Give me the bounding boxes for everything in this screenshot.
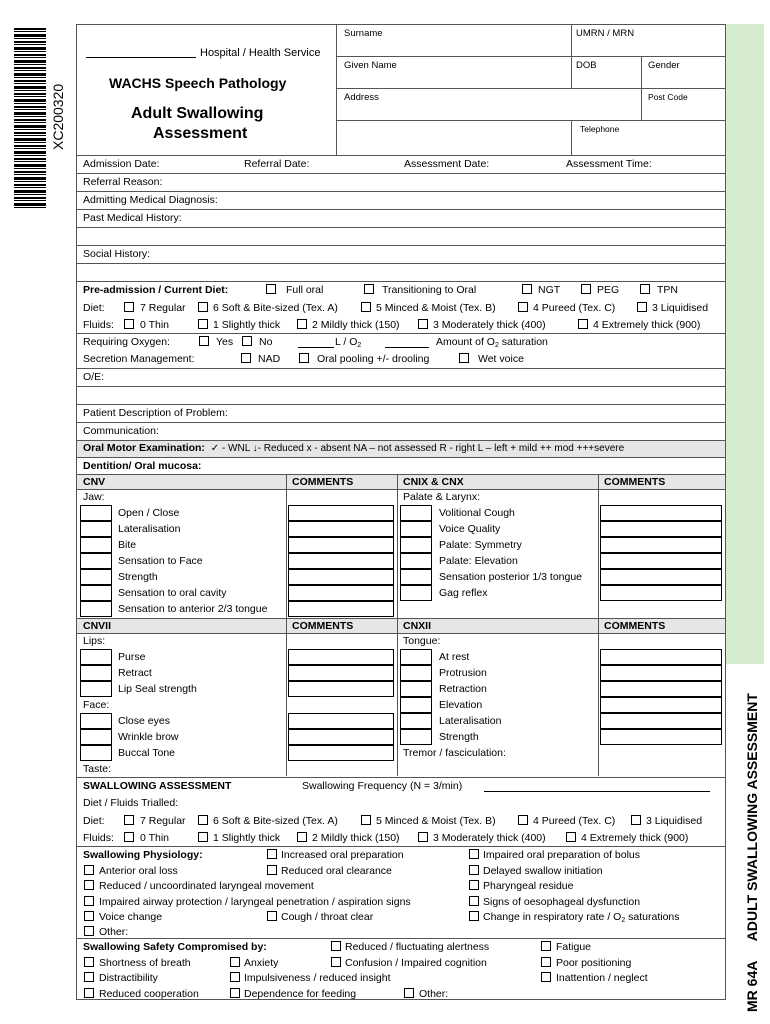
dentition-label[interactable]: Dentition/ Oral mucosa: bbox=[83, 460, 202, 472]
referral-reason[interactable]: Referral Reason: bbox=[83, 176, 163, 188]
cn-comment-box-right[interactable] bbox=[600, 553, 722, 569]
nad-checkbox[interactable] bbox=[241, 353, 251, 363]
hospital-label: Hospital / Health Service bbox=[200, 47, 321, 59]
diet-regular-checkbox[interactable] bbox=[124, 302, 134, 312]
cn-comment-box-right[interactable] bbox=[600, 521, 722, 537]
trial-diet-liquidised-checkbox[interactable] bbox=[631, 815, 641, 825]
dependence-checkbox[interactable] bbox=[230, 988, 240, 998]
inattention-label: Inattention / neglect bbox=[556, 972, 648, 984]
cnv-score-box[interactable] bbox=[80, 745, 112, 761]
confusion-label: Confusion / Impaired cognition bbox=[345, 957, 487, 969]
communication[interactable]: Communication: bbox=[83, 425, 159, 437]
side-form-label bbox=[744, 652, 760, 1012]
inattention-checkbox[interactable] bbox=[541, 972, 551, 982]
cn-comment-box[interactable] bbox=[288, 649, 394, 665]
cn-comment-box[interactable] bbox=[288, 569, 394, 585]
cnvii-header: CNVII bbox=[83, 620, 112, 632]
wet-voice-label: Wet voice bbox=[478, 353, 524, 365]
oe-field[interactable]: O/E: bbox=[83, 371, 105, 383]
impaired-airway-checkbox[interactable] bbox=[84, 896, 94, 906]
diet-pureed-checkbox[interactable] bbox=[518, 302, 528, 312]
anterior-loss-label: Anterior oral loss bbox=[99, 865, 178, 877]
taste-label: Taste: bbox=[83, 763, 112, 775]
cn-item-right: At rest bbox=[439, 651, 470, 663]
pharyngeal-residue-label: Pharyngeal residue bbox=[483, 880, 574, 892]
oesophageal-checkbox[interactable] bbox=[469, 896, 479, 906]
cn-item-right: Lateralisation bbox=[439, 715, 502, 727]
given-name-field[interactable]: Given Name bbox=[344, 60, 397, 71]
cn-item-right: Palate: Symmetry bbox=[439, 539, 522, 551]
increased-oral-prep-label: Increased oral preparation bbox=[281, 849, 404, 861]
cn-item-right: Gag reflex bbox=[439, 587, 488, 599]
cn-score-box-right[interactable] bbox=[400, 697, 432, 713]
delayed-initiation-label: Delayed swallow initiation bbox=[483, 865, 603, 877]
telephone-field[interactable]: Telephone bbox=[580, 124, 620, 134]
tpn-checkbox[interactable] bbox=[640, 284, 650, 294]
swallowing-frequency: Swallowing Frequency (N = 3/min) bbox=[302, 780, 463, 792]
cn-comment-box[interactable] bbox=[288, 681, 394, 697]
trial-diet-regular-checkbox[interactable] bbox=[124, 815, 134, 825]
positioning-checkbox[interactable] bbox=[541, 957, 551, 967]
cn-comment-box[interactable] bbox=[288, 537, 394, 553]
fluids-slightly-label: 1 Slightly thick bbox=[213, 319, 281, 331]
reduced-laryngeal-checkbox[interactable] bbox=[84, 880, 94, 890]
delayed-initiation-checkbox[interactable] bbox=[469, 865, 479, 875]
cn-item-left: Strength bbox=[118, 571, 158, 583]
ngt-label: NGT bbox=[538, 284, 561, 296]
trial-diet-pureed-label: 4 Pureed (Tex. C) bbox=[533, 815, 616, 827]
cnv-score-box[interactable] bbox=[80, 649, 112, 665]
cooperation-checkbox[interactable] bbox=[84, 988, 94, 998]
fluids-extremely-label: 4 Extremely thick (900) bbox=[593, 319, 701, 331]
diet-soft-checkbox[interactable] bbox=[198, 302, 208, 312]
trial-diet-liquidised-label: 3 Liquidised bbox=[646, 815, 703, 827]
fluids-mildly-checkbox[interactable] bbox=[297, 319, 307, 329]
trial-diet-minced-label: 5 Minced & Moist (Tex. B) bbox=[376, 815, 496, 827]
confusion-checkbox[interactable] bbox=[331, 957, 341, 967]
oxygen-label: Requiring Oxygen: bbox=[83, 336, 170, 348]
cn-item-right: Elevation bbox=[439, 699, 483, 711]
cn-score-box-right[interactable] bbox=[400, 521, 432, 537]
cn-item-right: Retraction bbox=[439, 683, 487, 695]
cn-score-box-right[interactable] bbox=[400, 665, 432, 681]
cn-item-left: Close eyes bbox=[118, 715, 170, 727]
form-number: MR 64A bbox=[744, 960, 760, 1012]
cnxii-comments-header: COMMENTS bbox=[604, 620, 666, 632]
trial-fluids-slightly-checkbox[interactable] bbox=[198, 832, 208, 842]
anterior-loss-checkbox[interactable] bbox=[84, 865, 94, 875]
tpn-label: TPN bbox=[657, 284, 678, 296]
cn-item-left: Lip Seal strength bbox=[118, 683, 197, 695]
full-oral-label: Full oral bbox=[286, 284, 324, 296]
cn-score-box-right[interactable] bbox=[400, 553, 432, 569]
fluids-thin-checkbox[interactable] bbox=[124, 319, 134, 329]
trial-diet-pureed-checkbox[interactable] bbox=[518, 815, 528, 825]
barcode-text: XC200320 bbox=[50, 83, 66, 150]
cnv-score-box[interactable] bbox=[80, 729, 112, 745]
diet-soft-label: 6 Soft & Bite-sized (Tex. A) bbox=[213, 302, 338, 314]
diet-minced-label: 5 Minced & Moist (Tex. B) bbox=[376, 302, 496, 314]
cnv-comments-header: COMMENTS bbox=[292, 476, 354, 488]
cn-item-right: Volitional Cough bbox=[439, 507, 515, 519]
trial-fluids-extremely-label: 4 Extremely thick (900) bbox=[581, 832, 689, 844]
voice-change-label: Voice change bbox=[99, 911, 163, 923]
trial-fluids-thin-checkbox[interactable] bbox=[124, 832, 134, 842]
oxygen-yes-checkbox[interactable] bbox=[199, 336, 209, 346]
wet-voice-checkbox[interactable] bbox=[459, 353, 469, 363]
cnix-comments-header: COMMENTS bbox=[604, 476, 666, 488]
cn-comment-box-right[interactable] bbox=[600, 505, 722, 521]
safety-other-label: Other: bbox=[419, 988, 449, 1000]
shortness-label: Shortness of breath bbox=[99, 957, 191, 969]
full-oral-checkbox[interactable] bbox=[266, 284, 276, 294]
page-title-line2: Assessment bbox=[153, 125, 248, 142]
diet-pureed-label: 4 Pureed (Tex. C) bbox=[533, 302, 616, 314]
cnxii-header: CNXII bbox=[403, 620, 432, 632]
cn-comment-box-right[interactable] bbox=[600, 681, 722, 697]
cn-comment-box[interactable] bbox=[288, 745, 394, 761]
voice-change-checkbox[interactable] bbox=[84, 911, 94, 921]
trial-diet-minced-checkbox[interactable] bbox=[361, 815, 371, 825]
trial-fluids-slightly-label: 1 Slightly thick bbox=[213, 832, 281, 844]
transitioning-checkbox[interactable] bbox=[364, 284, 374, 294]
diet-regular-label: 7 Regular bbox=[140, 302, 186, 314]
org-name: WACHS Speech Pathology bbox=[109, 75, 287, 91]
cn-score-box-right[interactable] bbox=[400, 537, 432, 553]
cn-comment-box[interactable] bbox=[288, 601, 394, 617]
diet-fluids-trialled[interactable]: Diet / Fluids Trialled: bbox=[83, 797, 179, 809]
cn-item-left: Sensation to oral cavity bbox=[118, 587, 227, 599]
cn-comment-box-right[interactable] bbox=[600, 569, 722, 585]
cn-comment-box-right[interactable] bbox=[600, 665, 722, 681]
cn-comment-box[interactable] bbox=[288, 665, 394, 681]
jaw-label: Jaw: bbox=[83, 491, 105, 503]
trial-fluids-moderately-label: 3 Moderately thick (400) bbox=[433, 832, 546, 844]
cn-item-right: Palate: Elevation bbox=[439, 555, 518, 567]
fluids-slightly-checkbox[interactable] bbox=[198, 319, 208, 329]
past-medical-history[interactable]: Past Medical History: bbox=[83, 212, 182, 224]
oral-pooling-label: Oral pooling +/- drooling bbox=[317, 353, 430, 365]
preadmission-label: Pre-admission / Current Diet: bbox=[83, 284, 229, 296]
cn-comment-box-right[interactable] bbox=[600, 585, 722, 601]
admitting-diagnosis[interactable]: Admitting Medical Diagnosis: bbox=[83, 194, 218, 206]
oxygen-no-label: No bbox=[259, 336, 273, 348]
cnv-score-box[interactable] bbox=[80, 665, 112, 681]
cnv-score-box[interactable] bbox=[80, 681, 112, 697]
cnv-score-box[interactable] bbox=[80, 553, 112, 569]
fatigue-checkbox[interactable] bbox=[541, 941, 551, 951]
fluids-moderately-label: 3 Moderately thick (400) bbox=[433, 319, 546, 331]
impulsiveness-checkbox[interactable] bbox=[230, 972, 240, 982]
anxiety-checkbox[interactable] bbox=[230, 957, 240, 967]
alertness-checkbox[interactable] bbox=[331, 941, 341, 951]
cn-item-left: Open / Close bbox=[118, 507, 180, 519]
trial-fluids-mildly-checkbox[interactable] bbox=[297, 832, 307, 842]
oxygen-no-checkbox[interactable] bbox=[242, 336, 252, 346]
safety-other-checkbox[interactable] bbox=[404, 988, 414, 998]
diet-label: Diet: bbox=[83, 302, 105, 314]
palate-larynx-label: Palate & Larynx: bbox=[403, 491, 481, 503]
cn-item-left: Bite bbox=[118, 539, 137, 551]
resp-change-label: Change in respiratory rate / $O_2$ saturations bbox=[483, 911, 680, 924]
trial-diet-regular-label: 7 Regular bbox=[140, 815, 186, 827]
cn-item-left: Sensation to Face bbox=[118, 555, 203, 567]
shortness-checkbox[interactable] bbox=[84, 957, 94, 967]
cn-item-left: Buccal Tone bbox=[118, 747, 176, 759]
fluids-mildly-label: 2 Mildly thick (150) bbox=[312, 319, 400, 331]
peg-label: PEG bbox=[597, 284, 620, 296]
tremor-label: Tremor / fasciculation: bbox=[403, 747, 506, 759]
cough-label: Cough / throat clear bbox=[281, 911, 374, 923]
patient-description[interactable]: Patient Description of Problem: bbox=[83, 407, 228, 419]
cn-score-box-right[interactable] bbox=[400, 569, 432, 585]
impaired-oral-prep-checkbox[interactable] bbox=[469, 849, 479, 859]
cn-item-left: Purse bbox=[118, 651, 146, 663]
cnv-score-box[interactable] bbox=[80, 521, 112, 537]
cn-item-right: Voice Quality bbox=[439, 523, 501, 535]
impulsiveness-label: Impulsiveness / reduced insight bbox=[244, 972, 391, 984]
cn-item-left: Lateralisation bbox=[118, 523, 181, 535]
side-strip bbox=[726, 24, 764, 664]
trial-diet-soft-checkbox[interactable] bbox=[198, 815, 208, 825]
alertness-label: Reduced / fluctuating alertness bbox=[345, 941, 490, 953]
cn-item-right: Sensation posterior 1/3 tongue bbox=[439, 571, 583, 583]
physiology-other-label: Other: bbox=[99, 926, 129, 938]
page-title-line1: Adult Swallowing bbox=[131, 105, 264, 122]
cnv-header: CNV bbox=[83, 476, 106, 488]
oxygen-yes-label: Yes bbox=[216, 336, 234, 348]
cnv-score-box[interactable] bbox=[80, 569, 112, 585]
amount-o2-label: Amount of $O_2$ saturation bbox=[436, 336, 548, 349]
cn-score-box-right[interactable] bbox=[400, 505, 432, 521]
safety-label: Swallowing Safety Compromised by: bbox=[83, 941, 267, 953]
cn-score-box-right[interactable] bbox=[400, 681, 432, 697]
oral-pooling-checkbox[interactable] bbox=[299, 353, 309, 363]
impaired-airway-label: Impaired airway protection / laryngeal penetration / aspiration signs bbox=[99, 896, 411, 908]
nad-label: NAD bbox=[258, 353, 281, 365]
diet-liquidised-label: 3 Liquidised bbox=[652, 302, 709, 314]
face-label: Face: bbox=[83, 699, 110, 711]
address-field[interactable]: Address bbox=[344, 92, 379, 103]
reduced-laryngeal-label: Reduced / uncoordinated laryngeal movement bbox=[99, 880, 314, 892]
cn-comment-box-right[interactable] bbox=[600, 697, 722, 713]
peg-checkbox[interactable] bbox=[581, 284, 591, 294]
cn-score-box-right[interactable] bbox=[400, 649, 432, 665]
trial-fluids-label: Fluids: bbox=[83, 832, 114, 844]
cnv-score-box[interactable] bbox=[80, 505, 112, 521]
cnv-score-box[interactable] bbox=[80, 537, 112, 553]
swallowing-title: SWALLOWING ASSESSMENT bbox=[83, 780, 232, 792]
social-history[interactable]: Social History: bbox=[83, 248, 151, 260]
fluids-extremely-checkbox[interactable] bbox=[578, 319, 588, 329]
post-code-field[interactable]: Post Code bbox=[648, 92, 688, 102]
fluids-thin-label: 0 Thin bbox=[140, 319, 169, 331]
surname-field[interactable]: Surname bbox=[344, 28, 383, 39]
cooperation-label: Reduced cooperation bbox=[99, 988, 199, 1000]
umrn-field[interactable]: UMRN / MRN bbox=[576, 28, 635, 39]
positioning-label: Poor positioning bbox=[556, 957, 632, 969]
cn-item-left: Sensation to anterior 2/3 tongue bbox=[118, 603, 268, 615]
pharyngeal-residue-checkbox[interactable] bbox=[469, 880, 479, 890]
diet-minced-checkbox[interactable] bbox=[361, 302, 371, 312]
referral-date[interactable]: Referral Date: bbox=[244, 158, 310, 170]
cn-comment-box[interactable] bbox=[288, 553, 394, 569]
cn-comment-box[interactable] bbox=[288, 713, 394, 729]
oesophageal-label: Signs of oesophageal dysfunction bbox=[483, 896, 641, 908]
cnvii-comments-header: COMMENTS bbox=[292, 620, 354, 632]
cn-score-box-right[interactable] bbox=[400, 713, 432, 729]
fluids-moderately-checkbox[interactable] bbox=[418, 319, 428, 329]
distractibility-checkbox[interactable] bbox=[84, 972, 94, 982]
assessment-time[interactable]: Assessment Time: bbox=[566, 158, 652, 170]
reduced-clearance-label: Reduced oral clearance bbox=[281, 865, 392, 877]
admission-date[interactable]: Admission Date: bbox=[83, 158, 160, 170]
lips-label: Lips: bbox=[83, 635, 106, 647]
trial-diet-soft-label: 6 Soft & Bite-sized (Tex. A) bbox=[213, 815, 338, 827]
cnix-header: CNIX & CNX bbox=[403, 476, 464, 488]
cough-checkbox[interactable] bbox=[267, 911, 277, 921]
trial-fluids-extremely-checkbox[interactable] bbox=[566, 832, 576, 842]
dependence-label: Dependence for feeding bbox=[244, 988, 357, 1000]
oral-motor-row: Oral Motor Examination: ✓ - WNL ↓- Reduced x - absent NA – not assessed R - right L – left + mild ++ mod +++severe bbox=[83, 442, 625, 454]
trial-fluids-mildly-label: 2 Mildly thick (150) bbox=[312, 832, 400, 844]
ngt-checkbox[interactable] bbox=[522, 284, 532, 294]
trial-diet-label: Diet: bbox=[83, 815, 105, 827]
cnv-score-box[interactable] bbox=[80, 713, 112, 729]
assessment-date[interactable]: Assessment Date: bbox=[404, 158, 490, 170]
cn-comment-box[interactable] bbox=[288, 585, 394, 601]
transitioning-label: Transitioning to Oral bbox=[382, 284, 477, 296]
diet-liquidised-checkbox[interactable] bbox=[637, 302, 647, 312]
resp-change-checkbox[interactable] bbox=[469, 911, 479, 921]
anxiety-label: Anxiety bbox=[244, 957, 279, 969]
cn-score-box-right[interactable] bbox=[400, 585, 432, 601]
cn-item-left: Retract bbox=[118, 667, 152, 679]
cnv-score-box[interactable] bbox=[80, 601, 112, 617]
cn-comment-box[interactable] bbox=[288, 521, 394, 537]
increased-oral-prep-checkbox[interactable] bbox=[267, 849, 277, 859]
dob-field[interactable]: DOB bbox=[576, 60, 597, 71]
cn-comment-box-right[interactable] bbox=[600, 649, 722, 665]
trial-fluids-thin-label: 0 Thin bbox=[140, 832, 169, 844]
fluids-label: Fluids: bbox=[83, 319, 114, 331]
cn-comment-box-right[interactable] bbox=[600, 713, 722, 729]
cn-item-right: Strength bbox=[439, 731, 479, 743]
fatigue-label: Fatigue bbox=[556, 941, 592, 953]
cn-item-left: Wrinkle brow bbox=[118, 731, 179, 743]
cn-item-right: Protrusion bbox=[439, 667, 487, 679]
form-title: ADULT SWALLOWING ASSESSMENT bbox=[744, 693, 760, 942]
cn-comment-box-right[interactable] bbox=[600, 537, 722, 553]
gender-field[interactable]: Gender bbox=[648, 60, 680, 71]
tongue-label: Tongue: bbox=[403, 635, 441, 647]
impaired-oral-prep-label: Impaired oral preparation of bolus bbox=[483, 849, 641, 861]
secretion-label: Secretion Management: bbox=[83, 353, 195, 365]
distractibility-label: Distractibility bbox=[99, 972, 158, 984]
barcode bbox=[14, 28, 46, 208]
physiology-other-checkbox[interactable] bbox=[84, 926, 94, 936]
trial-fluids-moderately-checkbox[interactable] bbox=[418, 832, 428, 842]
cn-comment-box-right[interactable] bbox=[600, 729, 722, 745]
reduced-clearance-checkbox[interactable] bbox=[267, 865, 277, 875]
cn-comment-box[interactable] bbox=[288, 505, 394, 521]
cnv-score-box[interactable] bbox=[80, 585, 112, 601]
l-o2-label: L / $O_2$ bbox=[335, 336, 362, 349]
cn-score-box-right[interactable] bbox=[400, 729, 432, 745]
cn-comment-box[interactable] bbox=[288, 729, 394, 745]
physiology-label: Swallowing Physiology: bbox=[83, 849, 203, 861]
